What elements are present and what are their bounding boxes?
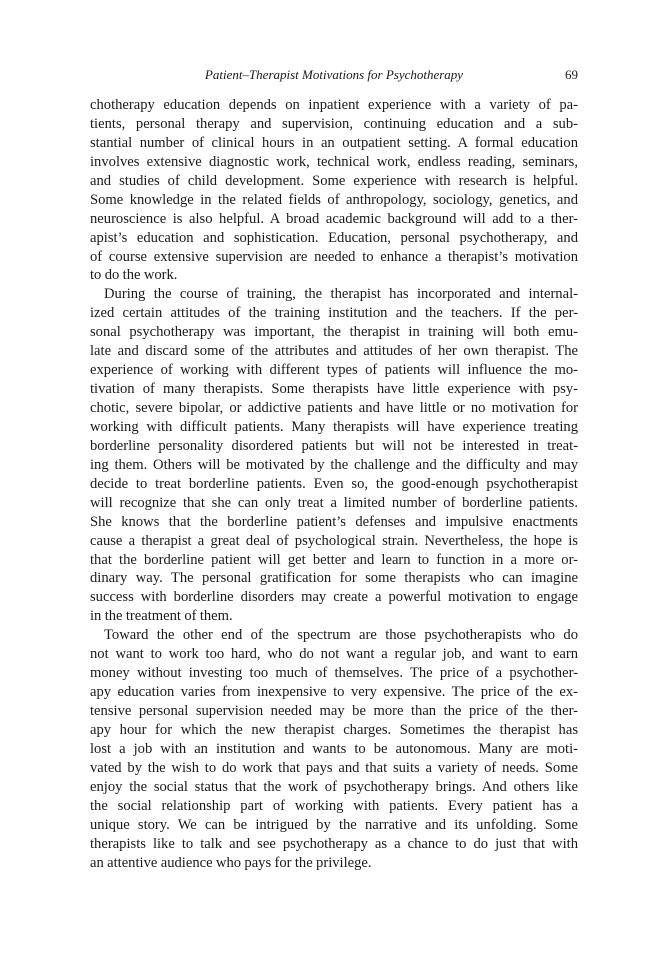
text-line: apy education varies from inexpensive to very expensive. The price of the ex- xyxy=(90,684,578,701)
text-line: apist’s education and sophistication. Education, personal psychotherapy, and xyxy=(90,229,578,246)
page-number: 69 xyxy=(565,67,578,82)
text-line: to do the work. xyxy=(90,267,178,284)
body-text xyxy=(90,96,578,872)
text-line: lost a job with an institution and wants to be autonomous. Many are moti- xyxy=(90,740,578,757)
text-line: the social relationship part of working with patients. Every patient has a xyxy=(90,797,578,814)
text-line: unique story. We can be intrigued by the narrative and its unfolding. Some xyxy=(90,816,578,833)
text-line: sonal psychotherapy was important, the therapist in training will both emu- xyxy=(90,324,578,341)
text-line: enjoy the social status that the work of psychotherapy brings. And others like xyxy=(90,778,578,795)
text-line: ized certain attitudes of the training institution and the teachers. If the per- xyxy=(90,305,578,322)
text-line: Some knowledge in the related fields of anthropology, sociology, genetics, and xyxy=(90,191,578,208)
paragraph-first-line: Toward the other end of the spectrum are those psychotherapists who do xyxy=(104,627,578,644)
text-line: apy hour for which the new therapist charges. Sometimes the therapist has xyxy=(90,721,578,738)
text-line: therapists like to talk and see psychotherapy as a chance to do just that with xyxy=(90,835,578,852)
text-line: that the borderline patient will get better and learn to function in a more or- xyxy=(90,551,578,568)
text-line: of course extensive supervision are needed to enhance a therapist’s motivation xyxy=(90,248,578,265)
text-line: success with borderline disorders may create a powerful motivation to engage xyxy=(90,589,578,606)
text-line: dinary way. The personal gratification for some therapists who can imagine xyxy=(90,570,578,587)
text-line: tensive personal supervision needed may be more than the price of the ther- xyxy=(90,703,578,719)
text-line: late and discard some of the attributes and attitudes of her own therapist. The xyxy=(90,343,578,360)
running-title: Patient–Therapist Motivations for Psychotherapy xyxy=(204,67,464,82)
text-line: working with difficult patients. Many therapists will have experience treating xyxy=(90,418,578,435)
text-line: experience of working with different types of patients will influence the mo- xyxy=(90,362,578,379)
text-line: She knows that the borderline patient’s defenses and impulsive enactments xyxy=(90,513,578,530)
text-line: chotherapy education depends on inpatient experience with a variety of pa- xyxy=(90,97,578,113)
text-line: tients, personal therapy and supervision, continuing education and a sub- xyxy=(90,115,578,132)
running-head xyxy=(90,66,578,84)
text-line: cause a therapist a great deal of psychological strain. Nevertheless, the hope is xyxy=(90,532,578,549)
text-line: ing them. Others will be motivated by the challenge and the difficulty and may xyxy=(90,456,578,473)
text-line: not want to work too hard, who do not want a regular job, and want to earn xyxy=(90,646,578,663)
text-line: money without investing too much of themselves. The price of a psychother- xyxy=(90,665,578,682)
text-line: will recognize that she can only treat a limited number of borderline patients. xyxy=(90,494,578,511)
text-line: in the treatment of them. xyxy=(90,608,233,625)
text-line: and studies of child development. Some experience with research is helpful. xyxy=(90,172,578,189)
text-line: neuroscience is also helpful. A broad academic background will add to a ther- xyxy=(90,210,578,227)
text-line: vated by the wish to do work that pays and that suits a variety of needs. Some xyxy=(90,759,578,776)
text-line: involves extensive diagnostic work, technical work, endless reading, seminars, xyxy=(90,153,578,170)
text-line: chotic, severe bipolar, or addictive patients and have little or no motivation for xyxy=(90,400,578,416)
text-line: borderline personality disordered patients but will not be interested in treat- xyxy=(90,437,578,454)
text-line: tivation of many therapists. Some therapists have little experience with psy- xyxy=(90,381,578,398)
text-line: an attentive audience who pays for the privilege. xyxy=(90,854,372,871)
text-line: decide to treat borderline patients. Even so, the good-enough psychotherapist xyxy=(90,475,578,492)
paragraph-first-line: During the course of training, the therapist has incorporated and internal- xyxy=(104,286,578,303)
text-line: stantial number of clinical hours in an outpatient setting. A formal education xyxy=(90,134,578,151)
